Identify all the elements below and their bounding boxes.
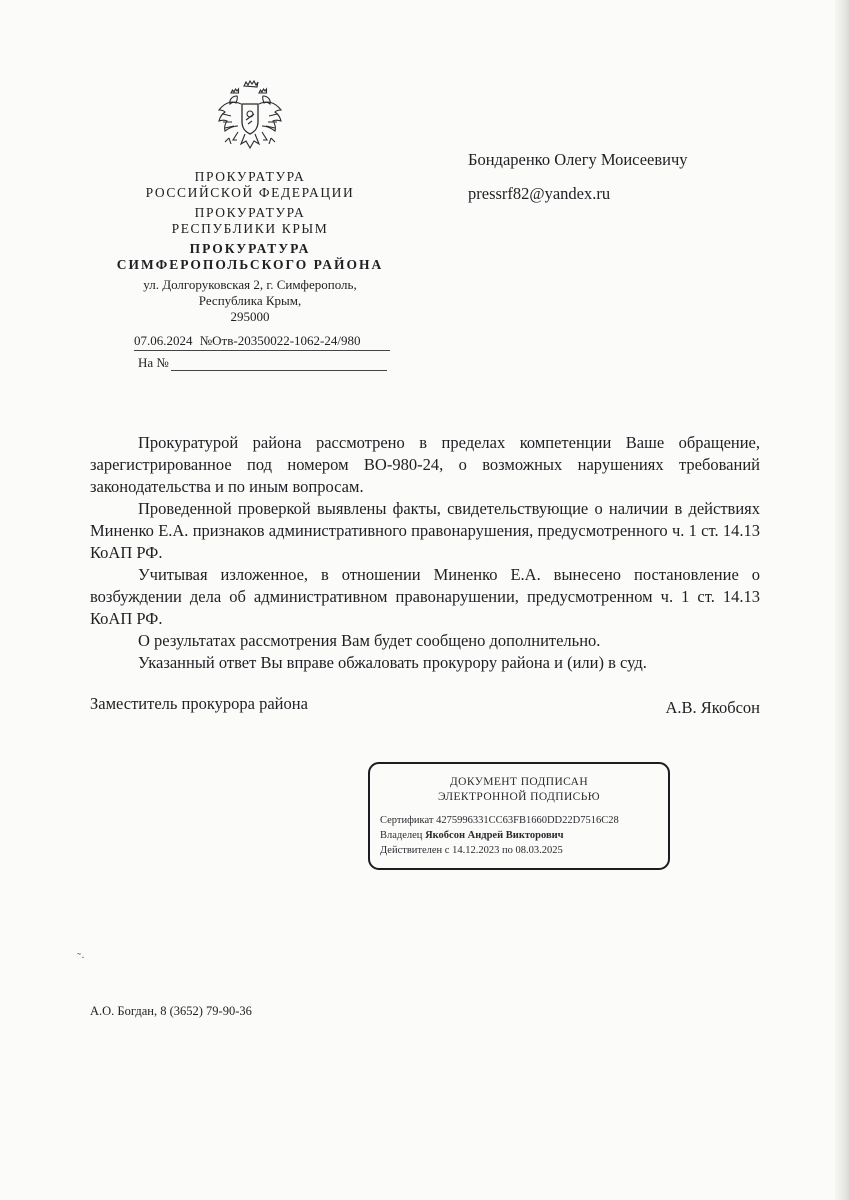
org-line-4: РЕСПУБЛИКИ КРЫМ [171,221,329,236]
recipient-name: Бондаренко Олегу Моисеевичу [468,150,688,169]
reference-line [138,355,390,371]
certificate-value: 4275996331CC63FB1660DD22D7516C28 [436,815,619,826]
body-paragraph: Учитывая изложенное, в отношении Миненко Е.А. вынесено постановление о возбуждении дела об административном правонарушении, предусмотренном ч. 1 ст. 14.13 КоАП РФ. [90,565,760,628]
valid-to-date: 08.03.2025 [515,845,563,856]
org-line-3: ПРОКУРАТУРА [194,205,306,220]
address-line-2: Республика Крым, [198,293,302,308]
registration-date: 07.06.2024 [134,333,193,348]
recipient-email: pressrf82@yandex.ru [468,184,611,203]
double-headed-eagle-emblem-icon [215,80,285,158]
owner-label: Владелец [380,830,423,841]
reference-label: На № [138,355,169,370]
address-line-3: 295000 [230,309,270,324]
letter-body [90,432,760,674]
certificate-label: Сертификат [380,815,434,826]
registration-number: №Отв-20350022-1062-24/980 [199,333,361,348]
body-paragraph: О результатах рассмотрения Вам будет сообщено дополнительно. [138,631,601,650]
stamp-title-line-1: ДОКУМЕНТ ПОДПИСАН [449,776,589,788]
scan-mark: ˜· [77,950,85,964]
org-line-1: ПРОКУРАТУРА [194,169,306,184]
stamp-owner [380,830,564,841]
stamp-certificate [380,815,619,826]
registration-line [134,333,390,351]
electronic-signature-stamp [368,762,670,870]
signer-name: А.В. Якобсон [665,698,760,717]
executor-contact: А.О. Богдан, 8 (3652) 79-90-36 [90,1004,252,1018]
address-line-1: ул. Долгоруковская 2, г. Симферополь, [143,277,357,292]
page-edge-shadow [835,0,849,1200]
sender-address [110,277,390,325]
owner-value: Якобсон Андрей Викторович [425,830,564,841]
valid-from-date: 14.12.2023 [452,845,500,856]
body-paragraph: Проведенной проверкой выявлены факты, свидетельствующие о наличии в действиях Миненко Е.А. признаков административного правонарушения, предусмотренного ч. 1 ст. 14.13 КоАП РФ. [90,499,760,562]
valid-from-label: Действителен с [380,845,450,856]
org-line-5: ПРОКУРАТУРА [189,241,311,256]
valid-to-label: по [501,845,513,856]
body-paragraph: Прокуратурой района рассмотрено в пределах компетенции Ваше обращение, зарегистрированное под номером ВО-980-24, о возможных нарушениях требований законодательства и по иным вопросам. [90,433,760,496]
stamp-validity [380,845,563,856]
signer-role: Заместитель прокурора района [90,694,308,713]
reference-blank [171,358,387,371]
stamp-title-line-2: ЭЛЕКТРОННОЙ ПОДПИСЬЮ [438,791,600,803]
org-line-2: РОССИЙСКОЙ ФЕДЕРАЦИИ [145,185,355,200]
org-line-6: СИМФЕРОПОЛЬСКОГО РАЙОНА [116,257,384,272]
body-paragraph: Указанный ответ Вы вправе обжаловать прокурору района и (или) в суд. [138,653,647,672]
